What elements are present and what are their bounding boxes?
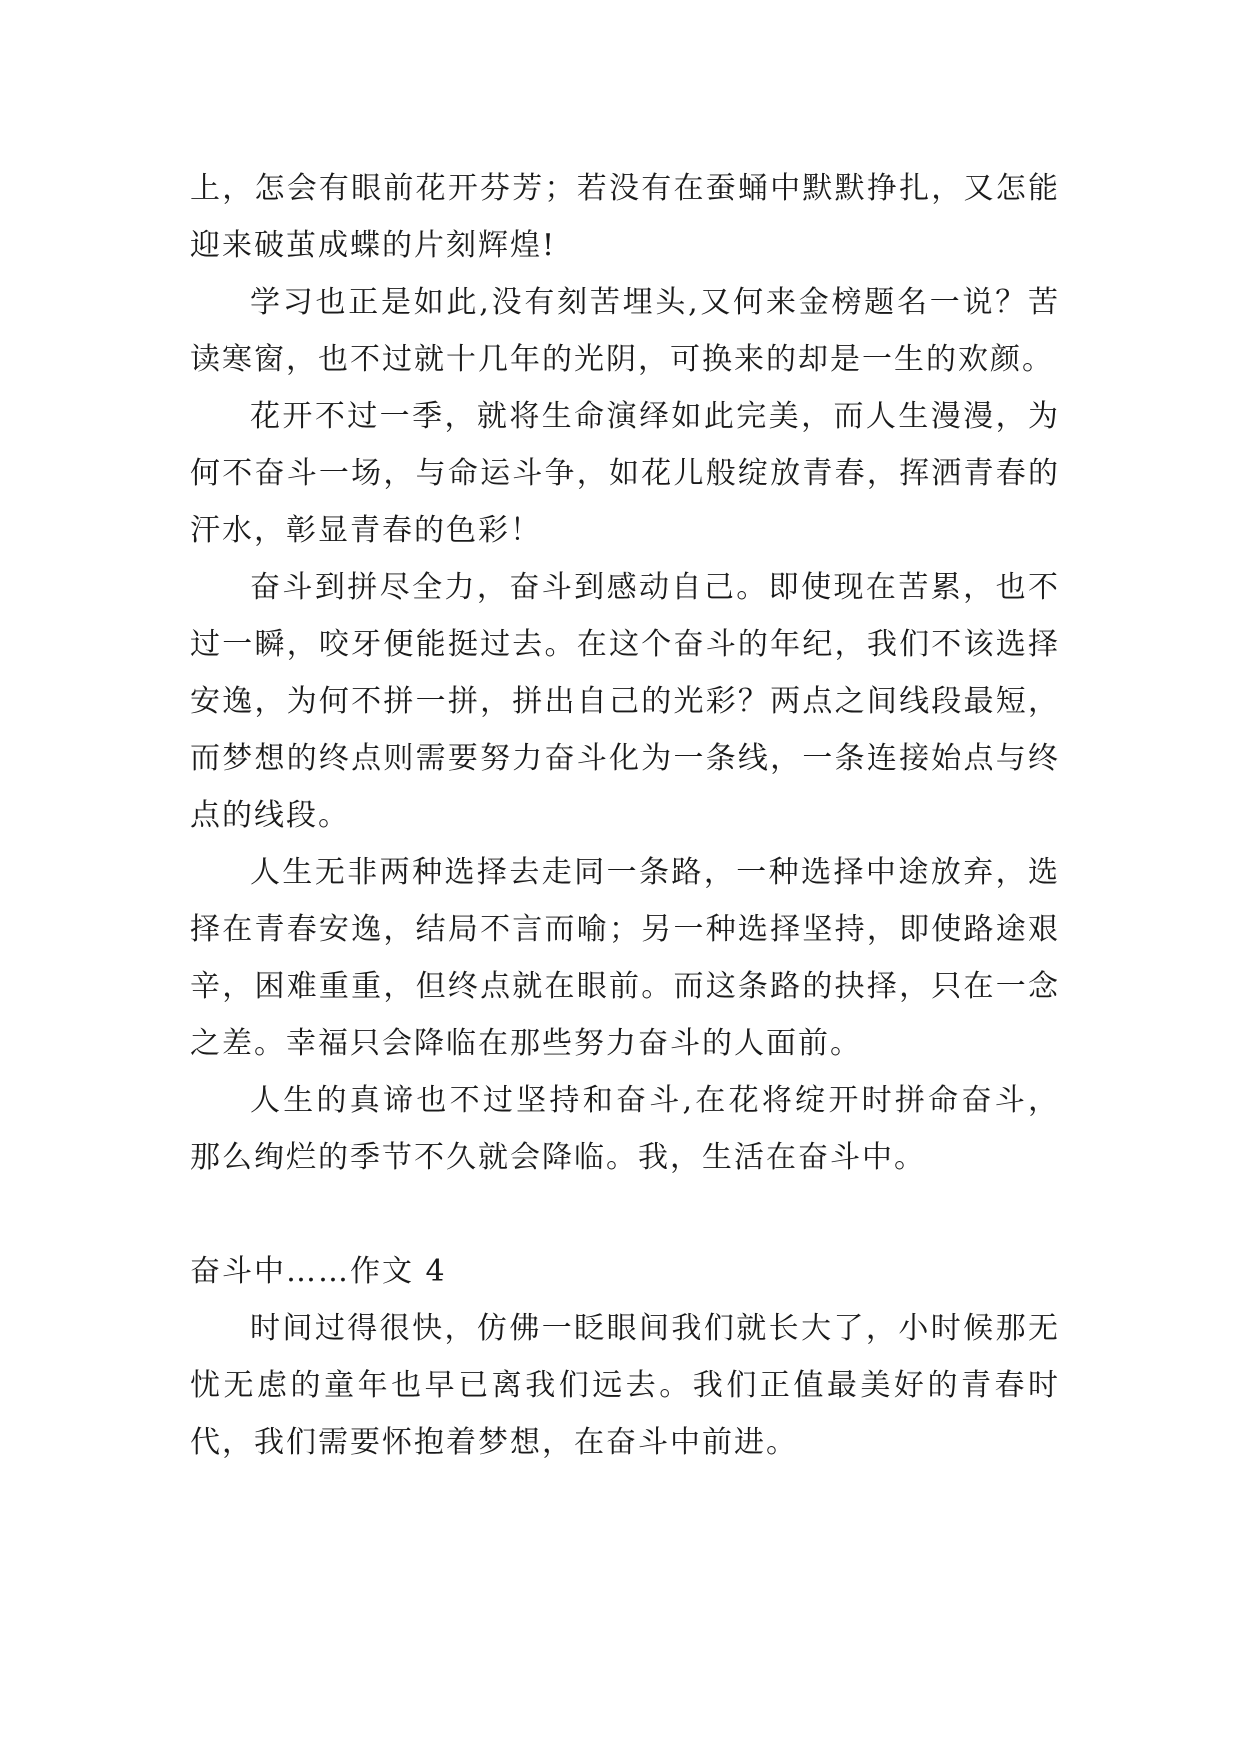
paragraph-flowers: 花开不过一季，就将生命演绎如此完美，而人生漫漫，为何不奋斗一场，与命运斗争，如花儿般绽放青春，挥洒青春的汗水，彰显青春的色彩！: [190, 399, 1060, 548]
paragraph-continued: 上，怎会有眼前花开芬芳；若没有在蚕蛹中默默挣扎，又怎能迎来破茧成蝶的片刻辉煌!: [190, 171, 1060, 263]
paragraph-choices: 人生无非两种选择去走同一条路，一种选择中途放弃，选择在青春安逸，结局不言而喻；另一种选择坚持，即使路途艰辛，困难重重，但终点就在眼前。而这条路的抉择，只在一念之差。幸福只会降临在那些努力奋斗的人面前。: [190, 855, 1060, 1061]
document-body: [190, 160, 1060, 1471]
paragraph-study: 学习也正是如此,没有刻苦埋头,又何来金榜题名一说？苦读寒窗，也不过就十几年的光阴，可换来的却是一生的欢颜。: [190, 285, 1060, 377]
paragraph-time: 时间过得很快，仿佛一眨眼间我们就长大了，小时候那无忧无虑的童年也早已离我们远去。我们正值最美好的青春时代，我们需要怀抱着梦想，在奋斗中前进。: [190, 1311, 1060, 1460]
section-heading: 奋斗中……作文 4: [190, 1254, 447, 1289]
paragraph-truth: 人生的真谛也不过坚持和奋斗,在花将绽开时拼命奋斗，那么绚烂的季节不久就会降临。我，生活在奋斗中。: [190, 1083, 1060, 1175]
paragraph-strive: 奋斗到拼尽全力，奋斗到感动自己。即使现在苦累，也不过一瞬，咬牙便能挺过去。在这个奋斗的年纪，我们不该选择安逸，为何不拼一拼，拼出自己的光彩？两点之间线段最短，而梦想的终点则需要努力奋斗化为一条线，一条连接始点与终点的线段。: [190, 570, 1060, 833]
